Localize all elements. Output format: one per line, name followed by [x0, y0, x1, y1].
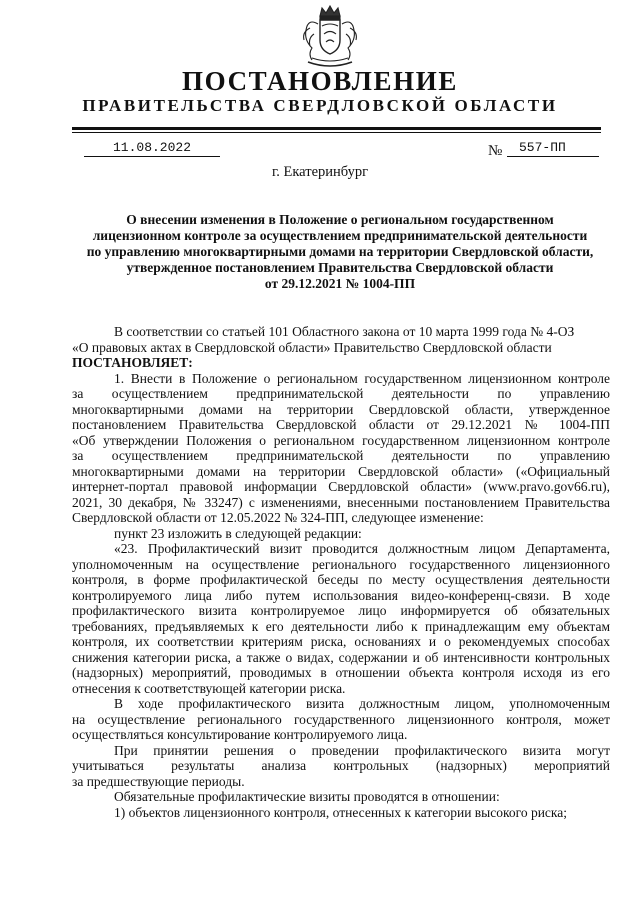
- document-heading: [72, 212, 608, 292]
- document-subtitle: ПРАВИТЕЛЬСТВА СВЕРДЛОВСКОЙ ОБЛАСТИ: [82, 96, 558, 115]
- body-line: контроля, в форме профилактической беседы по месту осуществления деятельности: [72, 572, 610, 587]
- body-line: 2021, 30 декабря, № 33247) с изменениями, внесенными постановлением Правительства: [72, 494, 610, 510]
- body-line: многоквартирными домами на территории Свердловской области, утвержденное: [72, 401, 610, 417]
- body-line: (надзорных) мероприятий, проводимых в отношении объекта контроля исходя из его: [72, 665, 610, 680]
- document-body: [72, 324, 610, 820]
- body-line: на осуществление регионального государственного лицензионного контроля, может: [72, 711, 610, 727]
- body-line: осуществляться консультирование контролируемого лица.: [72, 727, 408, 742]
- heading-line: утвержденное постановлением Правительства Свердловской области: [126, 260, 554, 275]
- body-line: контроля, их соответствии критериям риска, основаниях и о рекомендуемых способах: [72, 634, 610, 649]
- body-line: отнесения к соответствующей категории риска.: [72, 680, 346, 696]
- body-line: контролируемого лица либо путем использования видео-конференц-связи. В ходе: [72, 587, 610, 603]
- body-line: При принятии решения о проведении профилактического визита могут: [114, 742, 610, 758]
- body-line: «О правовых актах в Свердловской области» Правительство Свердловской области: [72, 339, 552, 355]
- body-line: интернет-портал правовой информации Свердловской области» (www.pravo.gov66.ru),: [72, 479, 610, 494]
- body-line: снижения категории риска, а также о видах, содержании и об интенсивности контрольных: [72, 649, 610, 665]
- body-line: Обязательные профилактические визиты проводятся в отношении:: [114, 789, 500, 804]
- body-line: уполномоченным на осуществление регионального государственного лицензионного: [72, 556, 610, 572]
- body-line: 1) объектов лицензионного контроля, отнесенных к категории высокого риска;: [114, 804, 568, 820]
- body-line: за осуществлением предпринимательской деятельности по управлению: [72, 448, 610, 463]
- document-city: г. Екатеринбург: [271, 164, 369, 180]
- body-line: за предшествующие периоды.: [72, 773, 245, 789]
- document-number-label: №: [488, 143, 503, 159]
- body-line: учитываться результаты анализа контрольных (надзорных) мероприятий: [72, 758, 610, 773]
- heading-line: лицензионном контроле за осуществлением предпринимательской деятельности: [92, 228, 588, 243]
- body-line: требованиях, предъявляемых к его деятельности либо к принадлежащим ему объектам: [72, 618, 610, 634]
- body-line: 1. Внести в Положение о региональном государственном лицензионном контроле: [114, 370, 610, 386]
- body-line: В соответствии со статьей 101 Областного закона от 10 марта 1999 года № 4-ОЗ: [114, 324, 575, 339]
- body-line: В ходе профилактического визита должностным лицом, уполномоченным: [114, 696, 610, 711]
- body-line: постановлением Правительства Свердловской области от 29.12.2021 № 1004-ПП: [72, 417, 610, 432]
- heading-line: от 29.12.2021 № 1004-ПП: [264, 276, 416, 291]
- body-line: «23. Профилактический визит проводится должностным лицом Департамента,: [114, 541, 610, 556]
- body-line: за осуществлением предпринимательской деятельности по управлению: [72, 386, 610, 401]
- coat-of-arms-emblem: [298, 4, 362, 70]
- heading-line: по управлению многоквартирными домами на территории Свердловской области,: [86, 244, 594, 259]
- body-line: «Об утверждении Положения о региональном государственном лицензионном контроле: [72, 432, 610, 448]
- body-line: многоквартирными домами на территории Свердловской области» («Официальный: [72, 463, 610, 479]
- heading-line: О внесении изменения в Положение о региональном государственном: [126, 212, 554, 227]
- header-rule-thin: [72, 132, 601, 133]
- body-line: ПОСТАНОВЛЯЕТ:: [72, 355, 193, 370]
- body-line: профилактического визита контролируемое лицо информируется об обязательных: [72, 603, 610, 618]
- header-rule-thick: [72, 127, 601, 130]
- document-title: ПОСТАНОВЛЕНИЕ: [182, 66, 458, 96]
- document-number: 557-ПП: [507, 140, 599, 157]
- body-line: пункт 23 изложить в следующей редакции:: [114, 525, 362, 541]
- document-date: 11.08.2022: [84, 140, 220, 157]
- body-line: Свердловской области от 12.05.2022 № 324-ПП, следующее изменение:: [72, 510, 484, 525]
